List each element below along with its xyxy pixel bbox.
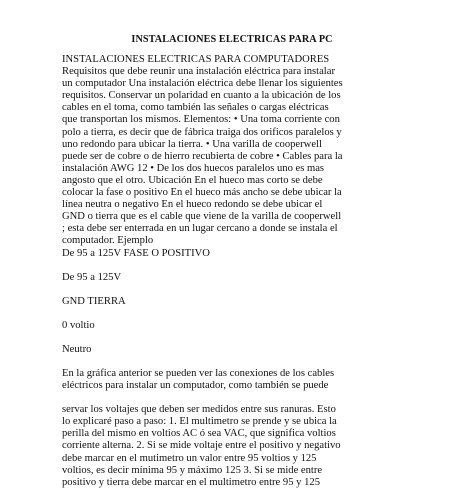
text-line: angosto que el otro. Ubicación En el hueco mas corto se debe	[62, 174, 323, 186]
text-line: En la gráfica anterior se pueden ver las conexiones de los cables	[62, 367, 335, 379]
text-line: corriente alterna. 2. Si se mide voltaje entre el positivo y negativo	[62, 440, 341, 452]
graphic-paragraph	[62, 368, 402, 392]
text-line: GND o tierra que es el cable que viene de la varilla de cooperwell	[62, 211, 342, 223]
intro-paragraph	[62, 54, 402, 260]
spacer	[62, 332, 402, 344]
text-line: ; esta debe ser enterrada en un lugar cercano a donde se instala el	[62, 223, 338, 235]
short-line: Neutro	[62, 343, 92, 355]
spacer	[62, 284, 402, 296]
text-line: polo a tierra, es decir que de fábrica traiga dos orificos paralelos y	[62, 126, 342, 138]
document-page	[62, 34, 402, 489]
text-line: voltios, es decir mínima 95 y máximo 125 3. Si se mide entre	[62, 464, 323, 476]
text-line: perilla del mismo en voltios AC ó sea VAC, que significa voltios	[62, 428, 336, 440]
text-line: computador. Ejemplo	[62, 235, 154, 247]
document-body	[62, 54, 402, 489]
text-line: requisitos. Conservar un polaridad en cuanto a la ubicación de los	[62, 90, 341, 102]
short-line: De 95 a 125V	[62, 271, 122, 283]
text-line: un computador Una instalación eléctrica debe llenar los siguientes	[62, 78, 343, 90]
text-line: instalación AWG 12 • De los dos huecos paralelos uno es mas	[62, 162, 325, 174]
text-line: puede ser de cobre o de hierro recubierta de cobre • Cables para la	[62, 150, 343, 162]
text-line: lo explicaré paso a paso: 1. El multimetro se prende y se ubica la	[62, 416, 337, 428]
final-paragraph	[62, 404, 402, 489]
text-line: línea neutra o negativo En el hueco redondo se debe ubicar el	[62, 199, 323, 211]
page-title: INSTALACIONES ELECTRICAS PARA PC	[131, 34, 333, 45]
text-line: Requisitos que debe reunir una instalación eléctrica para instalar	[62, 66, 335, 78]
spacer	[62, 356, 402, 368]
text-line: positivo y tierra debe marcar en el multimetro entre 95 y 125	[62, 476, 320, 488]
spacer	[62, 260, 402, 272]
short-line: 0 voltio	[62, 319, 95, 331]
text-line: colocar la fase o positivo En el hueco más ancho se debe ubicar la	[62, 187, 342, 199]
text-line: INSTALACIONES ELECTRICAS PARA COMPUTADORES	[62, 54, 330, 65]
text-line: uno redondo para ubicar la tierra. • Una varilla de cooperwell	[62, 138, 322, 150]
text-line: cables en el toma, como también las señales o cargas eléctricas	[62, 102, 329, 114]
text-line: servar los voltajes que deben ser medidos entre sus ranuras. Esto	[62, 404, 336, 416]
text-line: debe marcar en el mutimetro un valor entre 95 voltios y 125	[62, 452, 317, 464]
text-line: que transportan los mismos. Elementos: • Una toma corriente con	[62, 114, 340, 126]
text-line: eléctricos para instalar un computador, como también se puede	[62, 380, 329, 392]
spacer	[62, 308, 402, 320]
short-line: GND TIERRA	[62, 295, 126, 307]
text-line: De 95 a 125V FASE O POSITIVO	[62, 247, 210, 259]
spacer	[62, 392, 402, 404]
